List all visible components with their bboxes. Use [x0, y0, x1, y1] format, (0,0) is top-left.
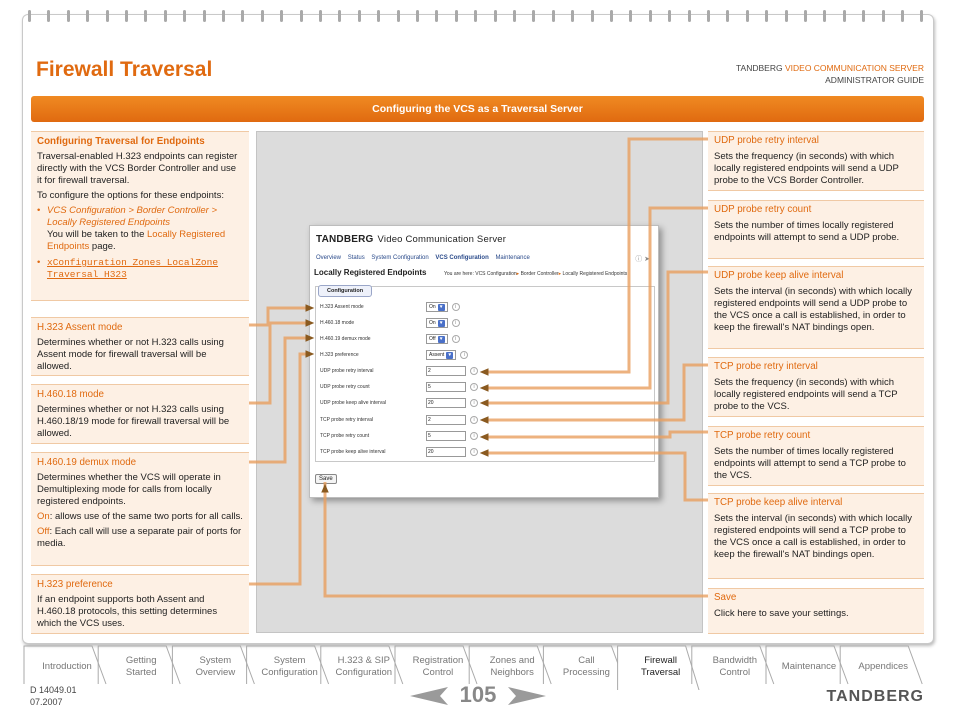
udp-retry-interval-heading: UDP probe retry interval	[714, 135, 819, 146]
select-value: Off	[429, 336, 436, 342]
intro-bullet-1	[37, 205, 243, 253]
field-label: H.460.19 demux mode	[320, 336, 371, 342]
previous-page-arrow-icon[interactable]	[410, 687, 448, 705]
info-icon[interactable]: i	[452, 319, 460, 327]
field-control	[426, 398, 478, 408]
binder-ring	[28, 10, 31, 22]
menu-path: • VCS Configuration > Border Controller > Locally Registered Endpoints	[47, 205, 218, 228]
tcp-retry-count-heading: TCP probe retry count	[714, 430, 811, 441]
tab-label: Started	[125, 667, 157, 678]
binder-ring	[164, 10, 167, 22]
binder-rings	[28, 10, 928, 24]
binder-ring	[920, 10, 923, 22]
binder-ring	[862, 10, 865, 22]
assent-heading: H.323 Assent mode	[37, 322, 123, 333]
tab-introduction[interactable]	[26, 647, 108, 687]
info-icon[interactable]: i	[452, 303, 460, 311]
tandberg-logo: TANDBERG	[826, 688, 924, 705]
tcp-retry-interval-heading: TCP probe retry interval	[714, 361, 818, 372]
binder-ring	[222, 10, 225, 22]
cli-command-link[interactable]: xConfiguration Zones LocalZone Traversal H323	[47, 257, 219, 280]
field-input[interactable]: 5	[426, 431, 466, 441]
udp-keepalive-text: Sets the interval (in seconds) with which locally registered endpoints will send a UDP probe to the VCS once a call is established, in order to keep the firewall's NAT bindings open.	[714, 286, 913, 333]
tab-label: Control	[422, 667, 454, 678]
save-heading: Save	[714, 592, 737, 603]
binder-ring	[319, 10, 322, 22]
field-control	[426, 382, 478, 392]
chevron-down-icon: ▾	[446, 352, 453, 359]
breadcrumb-prefix: You are here:	[444, 271, 474, 277]
field-label: TCP probe retry count	[320, 433, 370, 439]
chevron-down-icon: ▾	[438, 336, 445, 343]
field-control	[426, 350, 468, 360]
tab-firewall[interactable]	[620, 647, 702, 687]
tab-label: Maintenance	[781, 661, 837, 672]
info-icon[interactable]: i	[460, 351, 468, 359]
locally-registered-endpoints-link[interactable]: Locally Registered Endpoints	[47, 229, 226, 252]
save-text: Click here to save your settings.	[714, 608, 849, 619]
chevron-down-icon: ▾	[438, 304, 445, 311]
chevron-down-icon: ▾	[438, 320, 445, 327]
info-icon[interactable]: i	[470, 416, 478, 424]
binder-ring	[144, 10, 147, 22]
section-banner: Configuring the VCS as a Traversal Server	[31, 96, 924, 122]
preference-panel	[31, 574, 249, 634]
field-label: UDP probe retry count	[320, 384, 370, 390]
nav-vcs-configuration[interactable]: VCS Configuration	[435, 255, 489, 261]
binder-ring	[125, 10, 128, 22]
binder-ring	[571, 10, 574, 22]
tab-label: System	[273, 655, 306, 666]
breadcrumb-item: Locally Registered Endpoints	[562, 271, 628, 277]
binder-ring	[416, 10, 419, 22]
field-label: TCP probe retry interval	[320, 417, 373, 423]
tab-label: Control	[719, 667, 751, 678]
h46018-heading: H.460.18 mode	[37, 389, 104, 400]
tab-label: Bandwidth	[712, 655, 757, 666]
binder-ring	[455, 10, 458, 22]
field-control	[426, 431, 478, 441]
intro-text-1: Traversal-enabled H.323 endpoints can register directly with the VCS Border Controller and use it for firewall traversal.	[37, 151, 238, 186]
binder-ring	[47, 10, 50, 22]
tab-system[interactable]	[174, 647, 256, 687]
binder-ring	[746, 10, 749, 22]
binder-ring	[86, 10, 89, 22]
info-icon[interactable]: i	[470, 383, 478, 391]
tab-registration[interactable]	[397, 647, 479, 687]
binder-ring	[300, 10, 303, 22]
udp-retry-interval-text: Sets the frequency (in seconds) with which locally registered endpoints will send a UDP probe to the VCS Border Controller.	[714, 151, 899, 186]
binder-ring	[474, 10, 477, 22]
help-logout-icons[interactable]: ⓘ ➤	[635, 256, 650, 263]
binder-ring	[591, 10, 594, 22]
intro-bullet-2	[37, 257, 243, 281]
tab-label: Introduction	[42, 661, 92, 672]
vcs-logo: TANDBERG Video Communication Server	[316, 234, 507, 245]
binder-ring	[552, 10, 555, 22]
intro-text-2: To configure the options for these endpoints:	[37, 190, 224, 201]
field-select[interactable]	[426, 334, 448, 344]
demux-off-text: : Each call will use a separate pair of ports for media.	[37, 526, 242, 549]
vcs-nav	[316, 255, 535, 261]
breadcrumb-item[interactable]: Border Controller	[520, 271, 559, 277]
udp-retry-count-panel	[708, 200, 924, 259]
udp-retry-interval-panel	[708, 131, 924, 191]
udp-retry-count-heading: UDP probe retry count	[714, 204, 812, 215]
udp-retry-count-text: Sets the number of times locally registered endpoints will attempt to send a UDP probe.	[714, 220, 900, 243]
demux-heading: H.460.19 demux mode	[37, 457, 137, 468]
nav-status[interactable]: Status	[347, 255, 365, 261]
tcp-retry-count-panel	[708, 426, 924, 486]
tab-label: H.323 & SIP	[337, 655, 390, 666]
field-control	[426, 318, 460, 328]
doc-date: 07.2007	[30, 697, 63, 707]
binder-ring	[785, 10, 788, 22]
document-id	[30, 684, 77, 708]
binder-ring	[707, 10, 710, 22]
binder-ring	[532, 10, 535, 22]
bullet1-text-post: page.	[91, 241, 116, 252]
field-control	[426, 415, 478, 425]
tab-label: Traversal	[640, 667, 681, 678]
nav-overview[interactable]: Overview	[316, 255, 342, 261]
binder-ring	[843, 10, 846, 22]
field-input[interactable]: 2	[426, 415, 466, 425]
tab-maintenance[interactable]	[768, 647, 850, 687]
tab-label: Configuration	[261, 667, 318, 678]
tab-system[interactable]	[249, 647, 331, 687]
info-icon[interactable]: i	[470, 432, 478, 440]
field-input[interactable]: 20	[426, 398, 466, 408]
binder-ring	[261, 10, 264, 22]
bullet1-text-pre: You will be taken to the	[47, 229, 145, 240]
binder-ring	[106, 10, 109, 22]
h46018-panel	[31, 384, 249, 444]
binder-ring	[629, 10, 632, 22]
binder-ring	[668, 10, 671, 22]
field-input[interactable]: 2	[426, 366, 466, 376]
binder-ring	[494, 10, 497, 22]
tab-appendices[interactable]	[842, 647, 924, 687]
tab-label: Processing	[562, 667, 610, 678]
tcp-retry-count-text: Sets the number of times locally registered endpoints will attempt to send a TCP probe to the VCS.	[714, 446, 906, 481]
field-label: H.323 preference	[320, 352, 359, 358]
demux-panel	[31, 452, 249, 566]
brand-company: TANDBERG	[736, 63, 783, 73]
field-select[interactable]	[426, 318, 448, 328]
binder-ring	[67, 10, 70, 22]
tcp-keepalive-text: Sets the interval (in seconds) with which locally registered endpoints will send a TCP probe to the VCS once a call is established, in order to keep the firewall's NAT bindings open.	[714, 513, 913, 560]
tab-label: Appendices	[858, 661, 909, 672]
field-label: H.460.18 mode	[320, 320, 355, 326]
save-panel	[708, 588, 924, 634]
intro-panel	[31, 131, 249, 301]
demux-on-label: On	[37, 511, 50, 522]
page-title: Firewall Traversal	[36, 58, 213, 81]
udp-keepalive-heading: UDP probe keep alive interval	[714, 270, 844, 281]
tab-label: Neighbors	[490, 667, 534, 678]
binder-ring	[823, 10, 826, 22]
assent-panel	[31, 317, 249, 376]
binder-ring	[513, 10, 516, 22]
tab-label: Call	[578, 655, 595, 666]
nav-maintenance[interactable]: Maintenance	[495, 255, 530, 261]
brand-header	[736, 62, 924, 86]
intro-heading: Configuring Traversal for Endpoints	[37, 136, 205, 147]
binder-ring	[649, 10, 652, 22]
binder-ring	[901, 10, 904, 22]
preference-text: If an endpoint supports both Assent and H.460.18 protocols, this setting determines which the VCS uses.	[37, 594, 218, 629]
binder-ring	[435, 10, 438, 22]
field-input[interactable]: 5	[426, 382, 466, 392]
field-control	[426, 334, 460, 344]
field-control	[426, 302, 460, 312]
binder-ring	[280, 10, 283, 22]
next-page-arrow-icon[interactable]	[508, 687, 546, 705]
assent-text: Determines whether or not H.323 calls using Assent mode for firewall traversal will be allowed.	[37, 337, 224, 372]
tab-label: Configuration	[335, 667, 393, 678]
tab-label: Registration	[412, 655, 464, 666]
binder-ring	[882, 10, 885, 22]
info-icon[interactable]: i	[470, 448, 478, 456]
breadcrumb-item[interactable]: VCS Configuration	[475, 271, 517, 277]
nav-system-configuration[interactable]: System Configuration	[371, 255, 429, 261]
tab-label: Zones and	[489, 655, 535, 666]
field-input[interactable]: 20	[426, 447, 466, 457]
tab-label: Getting	[125, 655, 157, 666]
info-icon[interactable]: i	[470, 399, 478, 407]
h46018-text: Determines whether or not H.323 calls using H.460.18/19 mode for firewall traversal will be allowed.	[37, 404, 230, 439]
binder-ring	[726, 10, 729, 22]
demux-text: Determines whether the VCS will operate in Demultiplexing mode for calls from locally registered endpoints.	[37, 472, 221, 507]
tab-label: System	[199, 655, 232, 666]
vcs-page-heading: Locally Registered Endpoints	[314, 268, 427, 277]
page-number: 105	[459, 682, 497, 707]
tab-call[interactable]	[545, 647, 627, 687]
field-label: TCP probe keep alive interval	[320, 449, 386, 455]
binder-ring	[241, 10, 244, 22]
binder-ring	[358, 10, 361, 22]
tcp-keepalive-heading: TCP probe keep alive interval	[714, 497, 843, 508]
field-control	[426, 447, 478, 457]
field-select[interactable]	[426, 350, 456, 360]
binder-ring	[688, 10, 691, 22]
tab-h-323-sip[interactable]	[323, 647, 405, 687]
binder-ring	[183, 10, 186, 22]
field-label: UDP probe retry interval	[320, 368, 374, 374]
binder-ring	[765, 10, 768, 22]
tab-getting[interactable]	[100, 647, 182, 687]
select-value: On	[429, 320, 436, 326]
binder-ring	[804, 10, 807, 22]
tab-zones-and[interactable]	[471, 647, 553, 687]
breadcrumb: You are here: VCS Configuration▸ Border Controller▸ Locally Registered Endpoints	[444, 271, 628, 277]
binder-ring	[377, 10, 380, 22]
select-value: On	[429, 304, 436, 310]
select-value: Assent	[429, 352, 445, 358]
info-icon[interactable]: i	[470, 367, 478, 375]
field-control	[426, 366, 478, 376]
binder-ring	[610, 10, 613, 22]
tcp-keepalive-panel	[708, 493, 924, 579]
brand-guide: ADMINISTRATOR GUIDE	[825, 75, 924, 85]
field-select[interactable]	[426, 302, 448, 312]
configuration-legend: Configuration	[318, 285, 372, 297]
tab-label: Firewall	[644, 655, 677, 666]
save-button[interactable]: Save	[315, 474, 337, 484]
vcs-screenshot	[309, 225, 659, 498]
tab-bandwidth[interactable]	[694, 647, 776, 687]
doc-number: D 14049.01	[30, 685, 77, 695]
tcp-retry-interval-text: Sets the frequency (in seconds) with which locally registered endpoints will send a TCP probe to the VCS.	[714, 377, 898, 412]
udp-keepalive-panel	[708, 266, 924, 349]
binder-ring	[338, 10, 341, 22]
info-icon[interactable]: i	[452, 335, 460, 343]
field-label: UDP probe keep alive interval	[320, 400, 387, 406]
vcs-logo-sub: Video Communication Server	[377, 234, 507, 245]
demux-off-label: Off	[37, 526, 50, 537]
preference-heading: H.323 preference	[37, 579, 113, 590]
tcp-retry-interval-panel	[708, 357, 924, 417]
tab-label: Overview	[195, 667, 236, 678]
brand-product: VIDEO COMMUNICATION SERVER	[784, 63, 924, 73]
binder-ring	[203, 10, 206, 22]
demux-on-text: : allows use of the same two ports for all calls.	[49, 511, 243, 522]
field-label: H.323 Assent mode	[320, 304, 364, 310]
binder-ring	[397, 10, 400, 22]
